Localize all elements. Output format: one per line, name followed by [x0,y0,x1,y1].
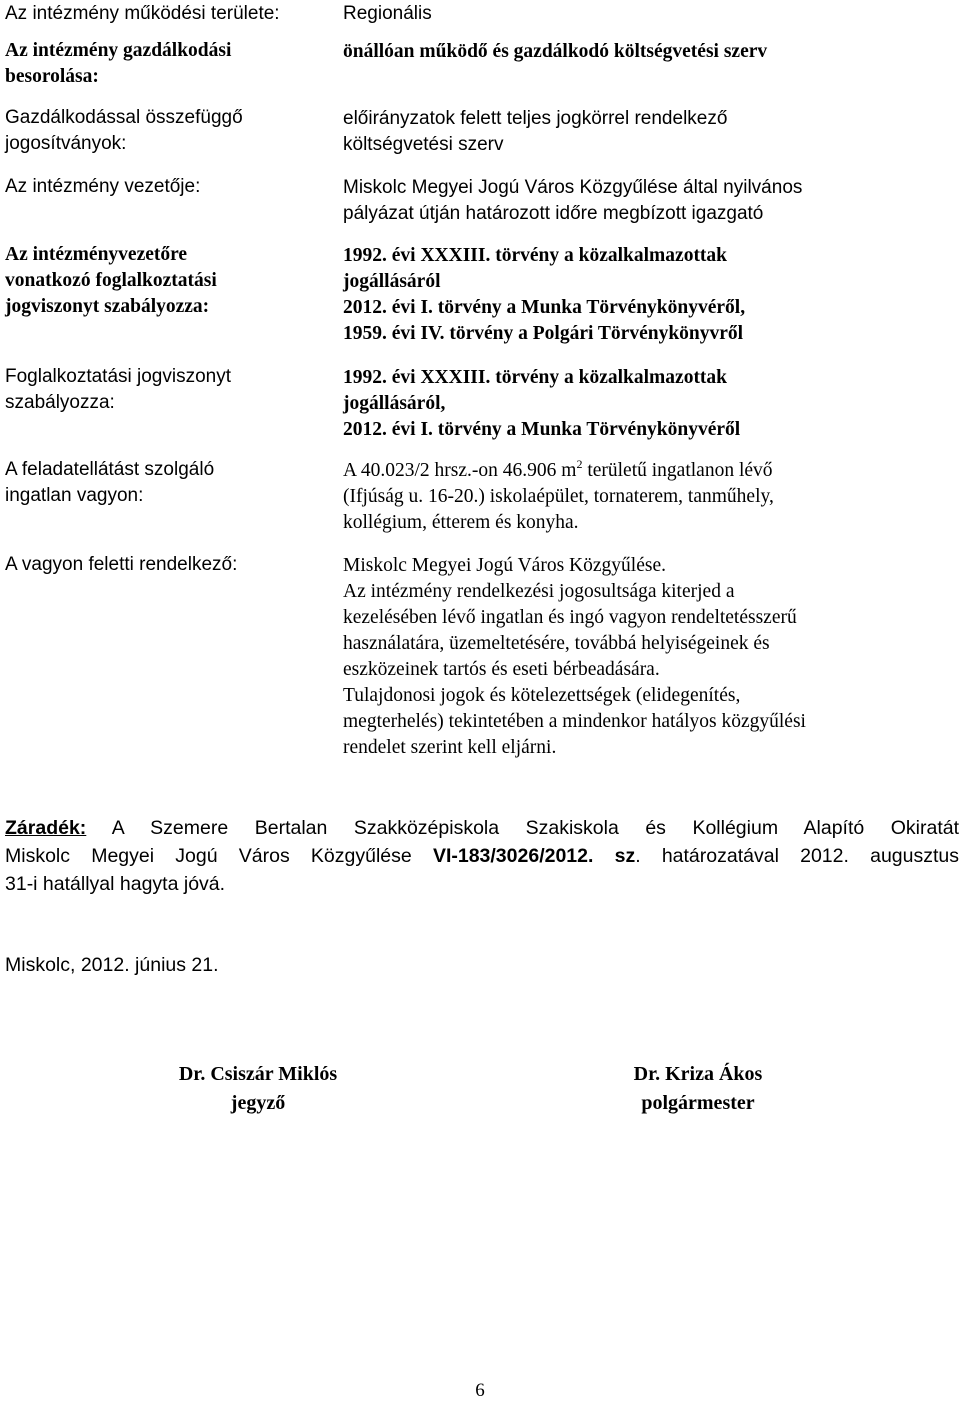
signatory-name: Dr. Kriza Ákos [633,1063,763,1085]
clause-line-2 [5,842,959,870]
label-line: Foglalkoztatási jogviszonyt [5,366,231,387]
value-line: Miskolc Megyei Jogú Város Közgyűlése által nyilvános [343,177,803,198]
label-line: Gazdálkodással összefüggő [5,107,243,128]
signature-block-notary [108,1060,408,1118]
label-line: szabályozza: [5,392,115,413]
value-property [343,458,943,536]
label-line: ingatlan vagyon: [5,485,144,506]
value-line: használatára, üzemeltetésére, továbbá helyiségeinek és [343,633,770,654]
value-line: 1992. évi XXXIII. törvény a közalkalmazottak [343,367,728,388]
value-line: megterhelés) tekintetében a mindenkor hatályos közgyűlési [343,711,806,732]
label-financial-classification [5,38,335,90]
value-financial-powers [343,106,943,158]
value-line: Az intézmény rendelkezési jogosultsága kiterjed a [343,581,735,602]
label-financial-powers [5,105,335,157]
value-operating-area [343,1,943,27]
clause-text: A Szemere Bertalan Szakközépiskola Szakiskola és Kollégium Alapító Okiratát [86,817,959,839]
value-line: jogállásáról, [343,393,446,414]
signatory-title: polgármester [641,1092,755,1114]
superscript: 2 [576,457,583,471]
label-line: A feladatellátást szolgáló [5,459,215,480]
value-employment [343,365,943,443]
label-line: besorolása: [5,66,99,87]
clause-line-3: 31-i hatállyal hagyta jóvá. [5,873,226,895]
label-asset-disposer [5,552,335,578]
value-line: 1959. évi IV. törvény a Polgári Törvénykönyvről [343,323,744,344]
label-head-of-institution [5,174,335,200]
label-line: Az intézmény működési területe: [5,3,280,24]
label-line: Az intézmény vezetője: [5,176,201,197]
label-head-employment [5,242,335,320]
signatory-name: Dr. Csiszár Miklós [178,1063,338,1085]
value-line: (Ifjúság u. 16-20.) iskolaépület, tornaterem, tanműhely, [343,486,774,507]
value-asset-disposer [343,553,943,761]
value-line: kollégium, étterem és konyha. [343,512,579,533]
page-number: 6 [475,1380,485,1401]
clause-line-1 [5,814,959,842]
label-line: Az intézmény gazdálkodási [5,40,232,61]
value-line: jogállásáról [343,271,441,292]
value-line: Regionális [343,3,432,24]
value-head-of-institution [343,175,943,227]
clause-title: Záradék: [5,817,87,839]
label-line: jogviszonyt szabályozza: [5,296,210,317]
signatory-title: jegyző [230,1092,286,1114]
clause-text: . határozatával 2012. augusztus [635,845,959,867]
label-line: Az intézményvezetőre [5,244,188,265]
value-line: eszközeinek tartós és eseti bérbeadására. [343,659,660,680]
value-line: kezelésében lévő ingatlan és ingó vagyon rendeltetésszerű [343,607,797,628]
value-line [343,458,943,484]
value-line: költségvetési szerv [343,134,504,155]
value-line: előirányzatok felett teljes jogkörrel rendelkező [343,108,728,129]
document-date: Miskolc, 2012. június 21. [5,954,219,976]
clause-paragraph [5,814,959,898]
label-line: A vagyon feletti rendelkező: [5,554,238,575]
label-property [5,457,335,509]
value-line: Miskolc Megyei Jogú Város Közgyűlése. [343,555,666,576]
value-line: 2012. évi I. törvény a Munka Törvénykönyvéről [343,419,741,440]
value-head-employment [343,243,943,347]
clause-text: Miskolc Megyei Jogú Város Közgyűlése [5,845,433,867]
value-prefix: A 40.023/2 hrsz.-on 46.906 m [343,460,577,481]
value-line: 2012. évi I. törvény a Munka Törvénykönyvéről, [343,297,746,318]
label-line: vonatkozó foglalkoztatási [5,270,217,291]
label-operating-area [5,1,335,27]
value-line: önállóan működő és gazdálkodó költségvetési szerv [343,41,768,62]
resolution-number: VI-183/3026/2012. sz [432,845,636,867]
value-line: Tulajdonosi jogok és kötelezettségek (elidegenítés, [343,685,741,706]
value-line: 1992. évi XXXIII. törvény a közalkalmazottak [343,245,728,266]
value-suffix: területű ingatlanon lévő [582,460,773,481]
signature-block-mayor [548,1060,848,1118]
value-line: rendelet szerint kell eljárni. [343,737,557,758]
label-line: jogosítványok: [5,133,127,154]
label-employment [5,364,335,416]
value-line: pályázat útján határozott időre megbízott igazgató [343,203,764,224]
value-financial-classification [343,39,943,65]
